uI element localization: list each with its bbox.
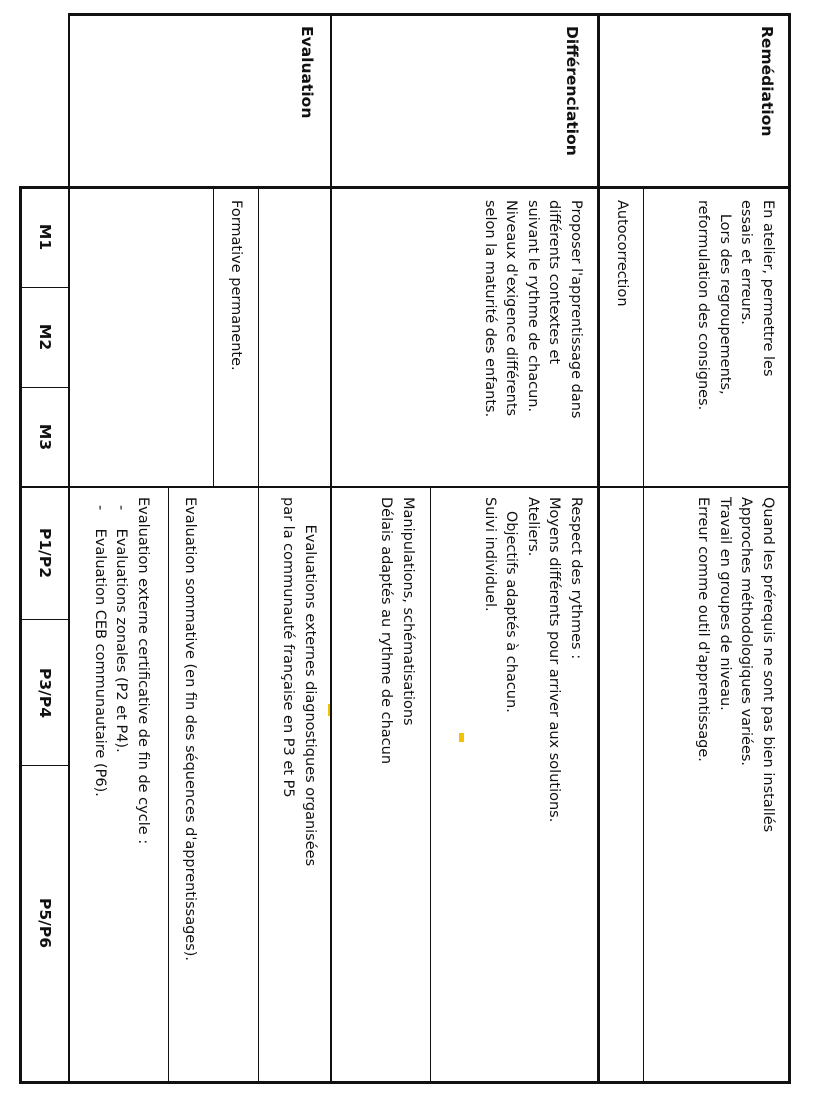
list-item: - Evaluation CEB communautaire (P6).	[92, 505, 108, 797]
text-line: suivant le rythme de chacun.	[525, 200, 541, 413]
text-line: Délais adaptés au rythme de chacun	[378, 497, 395, 765]
level-p3-p4: P3/P4	[36, 668, 54, 718]
text-line: Travail en groupes de niveau.	[717, 497, 733, 711]
level-m1: M1	[36, 223, 54, 251]
evaluation-certificative	[89, 497, 154, 844]
text-line: Moyens différents pour arriver aux solutions.	[546, 497, 563, 823]
row-line-p34-p56	[19, 765, 70, 766]
evaluation-formative	[225, 200, 247, 371]
row-line-maternelle-primaire	[19, 486, 791, 488]
list-item: - Evaluations zonales (P2 et P4).	[113, 505, 130, 753]
text-line: En atelier, permettre les	[760, 200, 776, 377]
text-line: Formative permanente.	[228, 200, 244, 371]
level-m2: M2	[36, 323, 54, 351]
text-line: Evaluation sommative (en fin des séquences d'apprentissages).	[182, 497, 198, 962]
level-p1-p2: P1/P2	[36, 528, 54, 578]
remediation-maternelle	[692, 200, 778, 410]
text-line: Suivi individuel.	[482, 497, 498, 612]
text-line: essais et erreurs.	[738, 200, 755, 325]
column-line-c5	[430, 488, 431, 1084]
text-line: différents contextes et	[546, 200, 563, 365]
differenciation-primaire	[479, 497, 587, 822]
column-line-c4	[330, 13, 332, 1084]
highlight-tick	[328, 704, 330, 716]
remediation-primaire	[692, 497, 778, 832]
text-line: selon la maturité des enfants.	[482, 200, 498, 418]
header-evaluation: Evaluation	[298, 26, 316, 119]
text-line: Quand les prérequis ne sont pas bien installés	[760, 497, 776, 833]
text-line: Evaluations externes diagnostiques organisées	[302, 497, 318, 867]
highlight-mark	[459, 733, 464, 742]
remediation-autocorrection	[611, 200, 633, 307]
evaluation-externes-diagnostiques	[277, 497, 320, 866]
level-m3: M3	[36, 423, 54, 451]
text-line: Erreur comme outil d'apprentissage.	[695, 497, 712, 762]
text-line: Approches méthodologiques variées.	[738, 497, 755, 767]
evaluation-sommative	[179, 497, 201, 961]
column-line-c1	[168, 488, 169, 1084]
level-p5-p6: P5/P6	[36, 898, 54, 948]
row-line-m1-m2	[19, 287, 70, 288]
header-separator	[19, 186, 791, 189]
text-line: Proposer l'apprentissage dans	[568, 200, 584, 419]
header-differenciation: Différenciation	[563, 26, 581, 156]
text-line: Niveaux d'exigence différents	[503, 200, 520, 417]
text-line: Autocorrection	[614, 200, 630, 307]
table-border-right	[788, 13, 791, 1084]
differenciation-maternelle	[479, 200, 587, 418]
table-border-left-inner	[68, 13, 70, 1084]
column-line-c2	[213, 186, 214, 488]
header-remediation: Remédiation	[758, 26, 776, 137]
differenciation-manipulations	[375, 497, 418, 764]
text-line: reformulation des consignes.	[695, 200, 712, 411]
row-line-p12-p34	[19, 619, 70, 620]
table-border-left	[19, 186, 22, 1084]
column-line-c7	[643, 188, 644, 1084]
table-border-bottom	[19, 1081, 791, 1084]
row-line-m2-m3	[19, 387, 70, 388]
text-line: Lors des regroupements,	[717, 200, 733, 395]
text-line: Manipulations, schématisations	[400, 497, 416, 726]
text-line: Objectifs adaptés à chacun.	[503, 497, 520, 713]
column-line-c6	[597, 13, 600, 1084]
text-line: Ateliers.	[525, 497, 541, 557]
column-line-c3	[258, 188, 259, 1084]
text-line: Respect des rythmes :	[568, 497, 584, 660]
table-border-top	[68, 13, 791, 16]
text-line: par la communauté française en P3 et P5	[280, 497, 297, 798]
text-line: Evaluation externe certificative de fin de cycle :	[135, 497, 151, 845]
